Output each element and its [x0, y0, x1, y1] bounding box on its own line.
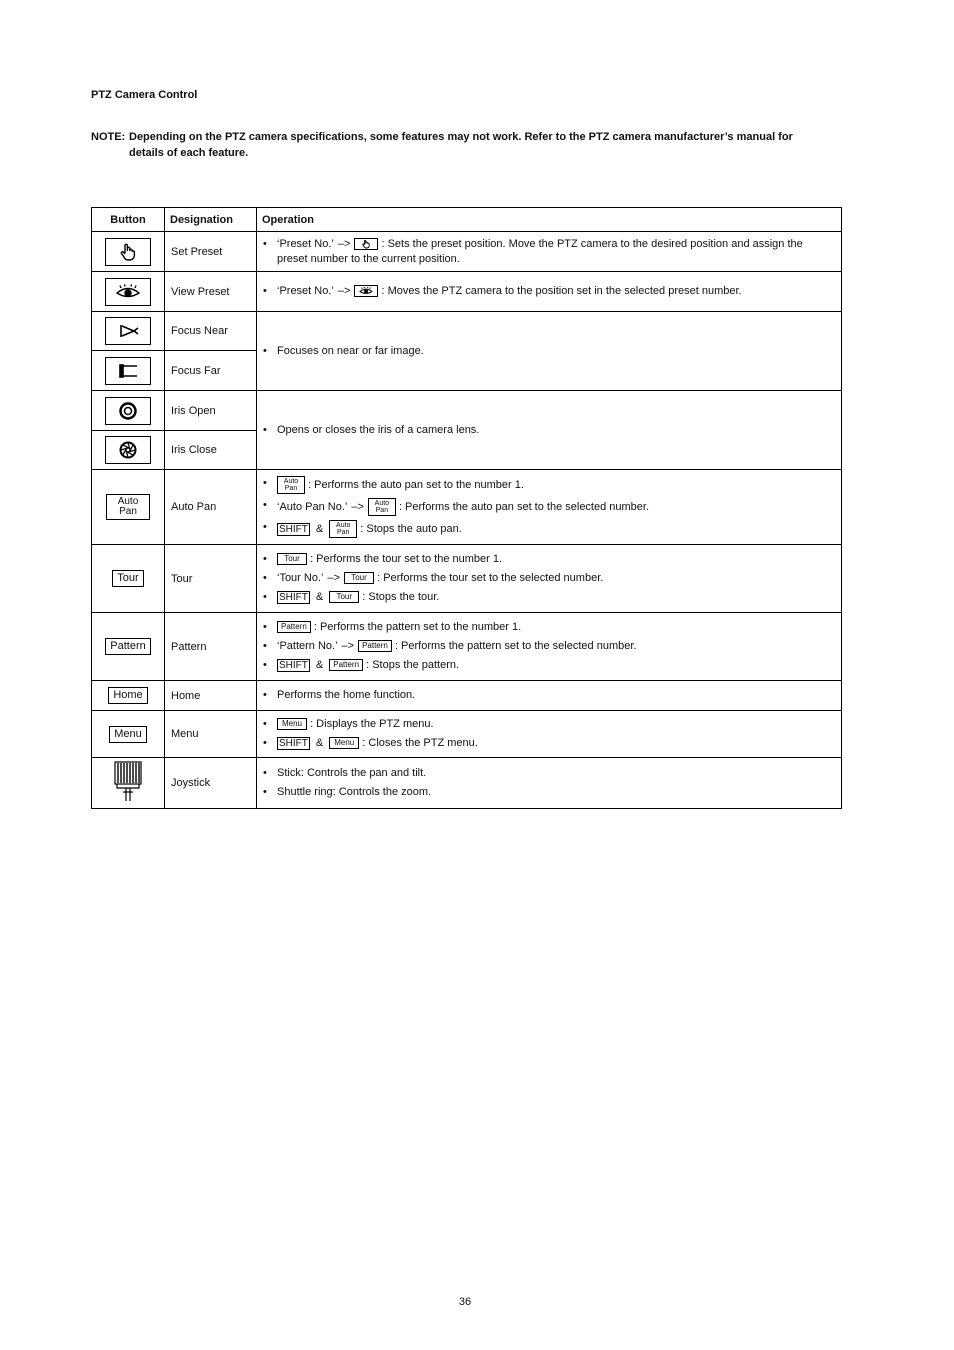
- header-button: Button: [92, 208, 165, 232]
- inline-tour-button: Tour: [344, 572, 374, 584]
- hand-icon: [118, 242, 138, 262]
- table-row: [92, 711, 842, 758]
- table-row: [92, 272, 842, 312]
- list-item: • Opens or closes the iris of a camera lens.: [263, 423, 835, 438]
- inline-pattern-button: Pattern: [329, 659, 363, 671]
- list-item: • Stick: Controls the pan and tilt.: [263, 766, 835, 781]
- focus-far-icon: [117, 363, 139, 379]
- set-preset-button: [105, 238, 151, 266]
- header-designation: Designation: [165, 208, 257, 232]
- inline-pattern-button: Pattern: [277, 621, 311, 633]
- home-button: Home: [108, 687, 147, 704]
- iris-open-icon: [119, 402, 137, 420]
- table-row: [92, 391, 842, 431]
- table-row: [92, 681, 842, 711]
- auto-pan-button: Auto Pan: [106, 494, 150, 520]
- focus-far-button: [105, 357, 151, 385]
- list-item: • Shuttle ring: Controls the zoom.: [263, 785, 835, 800]
- list-item: • Performs the home function.: [263, 688, 835, 703]
- designation-tour: Tour: [165, 545, 257, 613]
- list-item: • Focuses on near or far image.: [263, 344, 835, 359]
- hand-icon: [361, 239, 371, 249]
- table-row: [92, 312, 842, 351]
- list-item: • Auto Pan : Performs the auto pan set to the number 1.: [263, 476, 835, 494]
- page-number: 36: [458, 1296, 472, 1308]
- table-header-row: [92, 208, 842, 232]
- inline-shift-button: SHIFT: [279, 591, 308, 603]
- joystick-icon: [113, 760, 143, 804]
- designation-focus-far: Focus Far: [165, 351, 257, 391]
- iris-close-button: [105, 436, 151, 464]
- table-row: [92, 545, 842, 613]
- inline-shift-button: SHIFT: [279, 523, 308, 535]
- inline-auto-pan-button: Auto Pan: [329, 520, 357, 538]
- focus-near-icon: [117, 323, 139, 339]
- note-text: Depending on the PTZ camera specifications, some features may not work. Refer to the PTZ camera manufacturer’s manual for details of each feature.: [129, 131, 793, 159]
- designation-iris-open: Iris Open: [165, 391, 257, 431]
- list-item: • ‘Pattern No.’ –> Pattern : Performs the pattern set to the selected number.: [263, 639, 835, 654]
- list-item: • SHIFT & Auto Pan : Stops the auto pan.: [263, 520, 835, 538]
- list-item: • ‘Preset No.’ –> : Moves the PTZ camera to the position set in the selected preset number.: [263, 284, 835, 299]
- list-item: • ‘Auto Pan No.’ –> Auto Pan : Performs the auto pan set to the selected number.: [263, 498, 835, 516]
- table-row: [92, 232, 842, 272]
- designation-iris-close: Iris Close: [165, 431, 257, 470]
- inline-auto-pan-button: Auto Pan: [277, 476, 305, 494]
- designation-menu: Menu: [165, 711, 257, 758]
- eye-icon: [115, 284, 141, 300]
- iris-close-icon: [119, 441, 137, 459]
- header-operation: Operation: [257, 208, 842, 232]
- inline-tour-button: Tour: [329, 591, 359, 603]
- list-item: • Tour : Performs the tour set to the number 1.: [263, 552, 835, 567]
- designation-auto-pan: Auto Pan: [165, 470, 257, 545]
- inline-set-preset-button: [354, 238, 378, 250]
- inline-menu-button: Menu: [329, 737, 359, 749]
- focus-near-button: [105, 317, 151, 345]
- inline-tour-button: Tour: [277, 553, 307, 565]
- page-title: PTZ Camera Control: [91, 89, 198, 101]
- table-row: [92, 758, 842, 809]
- inline-menu-button: Menu: [277, 718, 307, 730]
- list-item: • SHIFT & Pattern : Stops the pattern.: [263, 658, 835, 673]
- designation-pattern: Pattern: [165, 613, 257, 681]
- inline-pattern-button: Pattern: [358, 640, 392, 652]
- inline-shift-button: SHIFT: [279, 737, 308, 749]
- designation-view-preset: View Preset: [165, 272, 257, 312]
- note-label: NOTE:: [91, 131, 126, 143]
- list-item: • ‘Preset No.’ –> : Sets the preset position. Move the PTZ camera to the desired position and assign the preset number to the current position.: [263, 237, 835, 267]
- note: [91, 129, 826, 161]
- designation-home: Home: [165, 681, 257, 711]
- list-item: • Menu : Displays the PTZ menu.: [263, 717, 835, 732]
- list-item: • Pattern : Performs the pattern set to the number 1.: [263, 620, 835, 635]
- view-preset-button: [105, 278, 151, 306]
- designation-joystick: Joystick: [165, 758, 257, 809]
- menu-button: Menu: [109, 726, 147, 743]
- ptz-control-table: [91, 207, 842, 809]
- eye-icon: [359, 287, 373, 296]
- list-item: • ‘Tour No.’ –> Tour : Performs the tour set to the selected number.: [263, 571, 835, 586]
- tour-button: Tour: [112, 570, 143, 587]
- iris-open-button: [105, 397, 151, 425]
- table-row: [92, 613, 842, 681]
- designation-focus-near: Focus Near: [165, 312, 257, 351]
- table-row: [92, 470, 842, 545]
- pattern-button: Pattern: [105, 638, 150, 655]
- inline-auto-pan-button: Auto Pan: [368, 498, 396, 516]
- designation-set-preset: Set Preset: [165, 232, 257, 272]
- inline-shift-button: SHIFT: [279, 659, 308, 671]
- list-item: • SHIFT & Tour : Stops the tour.: [263, 590, 835, 605]
- list-item: • SHIFT & Menu : Closes the PTZ menu.: [263, 736, 835, 751]
- inline-view-preset-button: [354, 285, 378, 297]
